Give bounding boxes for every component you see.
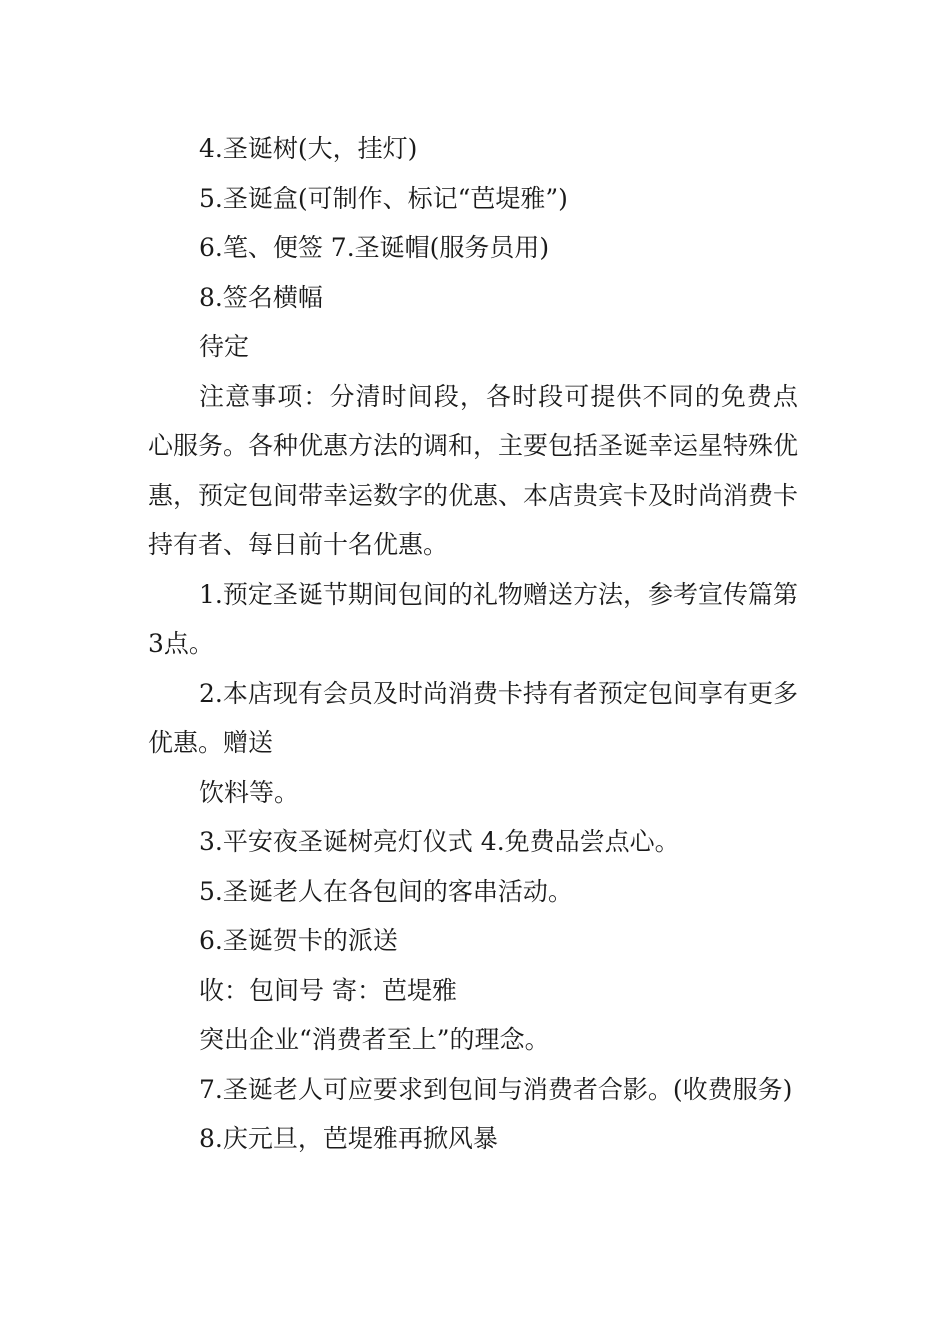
item-gift-method: 1.预定圣诞节期间包间的礼物赠送方法，参考宣传篇第3点。 [148, 579, 798, 658]
item-santa-photos: 7.圣诞老人可应要求到包间与消费者合影。(收费服务) [199, 1074, 793, 1104]
list-item-christmas-box: 5.圣诞盒(可制作、标记“芭堤雅”) [199, 183, 568, 213]
item-new-year: 8.庆元旦，芭堤雅再掀风暴 [199, 1124, 498, 1153]
item-tree-lighting: 3.平安夜圣诞树亮灯仪式 4.免费品尝点心。 [199, 827, 680, 856]
card-address-line: 收：包间号 寄：芭堤雅 [199, 975, 457, 1005]
item-santa-visits: 5.圣诞老人在各包间的客串活动。 [199, 876, 573, 906]
list-item-christmas-tree: 4.圣诞树(大，挂灯) [199, 134, 418, 163]
list-item-pens-hats: 6.笔、便签 7.圣诞帽(服务员用) [199, 233, 550, 262]
tbd-text: 待定 [199, 332, 250, 361]
concept-line: 突出企业“消费者至上”的理念。 [199, 1025, 550, 1054]
list-item-signature-banner: 8.签名横幅 [199, 282, 323, 312]
item-drinks: 饮料等。 [199, 777, 300, 807]
item-greeting-cards: 6.圣诞贺卡的派送 [199, 926, 398, 955]
notes-paragraph: 注意事项：分清时间段，各时段可提供不同的免费点心服务。各种优惠方法的调和，主要包括圣诞幸运星特殊优惠，预定包间带幸运数字的优惠、本店贵宾卡及时尚消费卡持有者、每日前十名优惠。 [148, 381, 799, 559]
document-body [148, 124, 798, 1164]
item-member-offers: 2.本店现有会员及时尚消费卡持有者预定包间享有更多优惠。赠送 [148, 678, 798, 757]
